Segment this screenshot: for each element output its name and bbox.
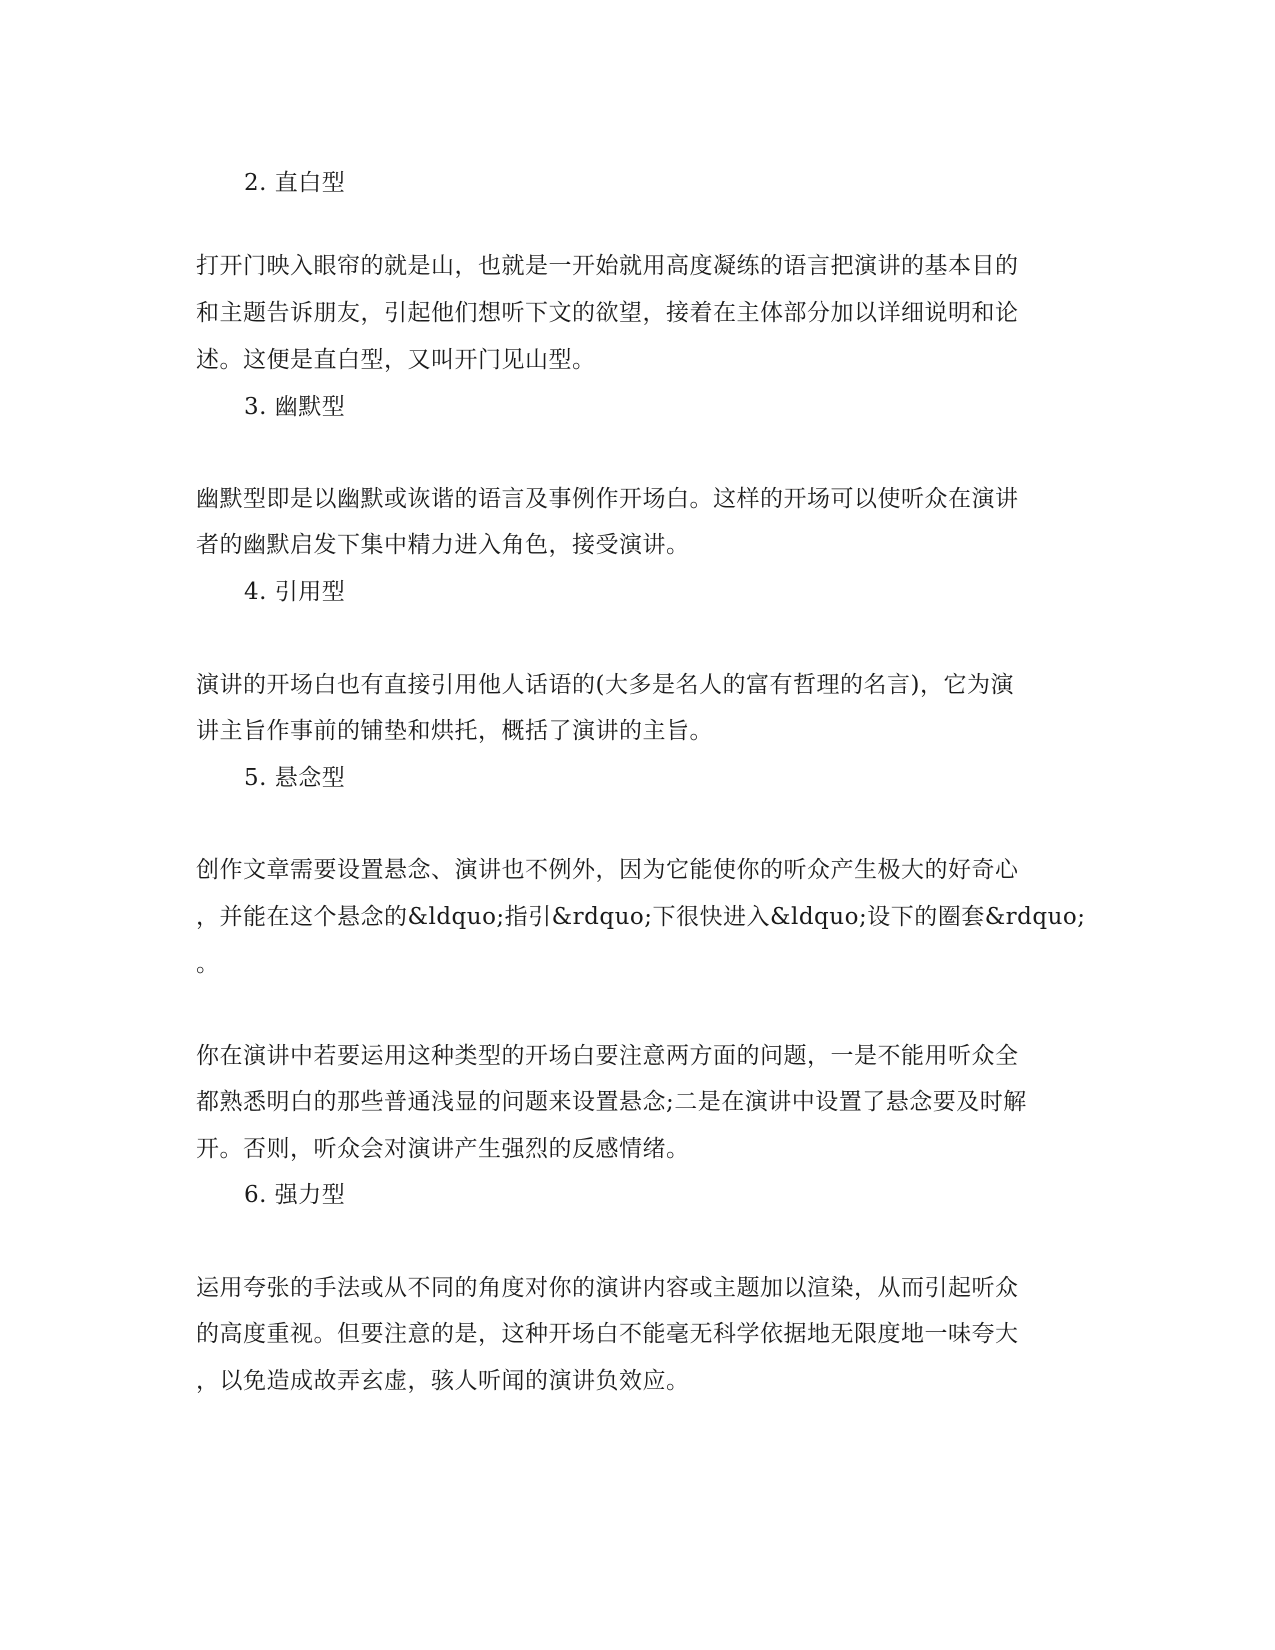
- paragraph-line: 开。否则，听众会对演讲产生强烈的反感情绪。: [196, 1136, 690, 1162]
- paragraph-line: 打开门映入眼帘的就是山，也就是一开始就用高度凝练的语言把演讲的基本目的: [196, 253, 1019, 279]
- paragraph-line: 你在演讲中若要运用这种类型的开场白要注意两方面的问题，一是不能用听众全: [196, 1043, 1019, 1069]
- paragraph-line: 讲主旨作事前的铺垫和烘托，概括了演讲的主旨。: [196, 718, 713, 744]
- section-heading-direct: 2. 直白型: [244, 170, 346, 196]
- paragraph-line: 创作文章需要设置悬念、演讲也不例外，因为它能使你的听众产生极大的好奇心: [196, 857, 1019, 883]
- paragraph-line: 和主题告诉朋友，引起他们想听下文的欲望，接着在主体部分加以详细说明和论: [196, 300, 1019, 326]
- paragraph-line: 述。这便是直白型，又叫开门见山型。: [196, 347, 596, 373]
- paragraph-line: 的高度重视。但要注意的是，这种开场白不能毫无科学依据地无限度地一味夸大: [196, 1321, 1019, 1347]
- section-heading-suspense: 5. 悬念型: [244, 765, 346, 791]
- paragraph-line: 都熟悉明白的那些普通浅显的问题来设置悬念;二是在演讲中设置了悬念要及时解: [196, 1089, 1027, 1115]
- paragraph-line: 演讲的开场白也有直接引用他人话语的(大多是名人的富有哲理的名言)，它为演: [196, 672, 1014, 698]
- section-heading-quote: 4. 引用型: [244, 579, 346, 605]
- paragraph-line: 幽默型即是以幽默或诙谐的语言及事例作开场白。这样的开场可以使听众在演讲: [196, 486, 1019, 512]
- paragraph-line: ，并能在这个悬念的&ldquo;指引&rdquo;下很快进入&ldquo;设下的圈套&rdquo;: [196, 904, 1086, 930]
- paragraph-line: 者的幽默启发下集中精力进入角色，接受演讲。: [196, 532, 690, 558]
- paragraph-line: 。: [196, 951, 220, 977]
- section-heading-humor: 3. 幽默型: [244, 394, 346, 420]
- paragraph-line: 运用夸张的手法或从不同的角度对你的演讲内容或主题加以渲染，从而引起听众: [196, 1275, 1019, 1301]
- paragraph-line: ，以免造成故弄玄虚，骇人听闻的演讲负效应。: [196, 1368, 690, 1394]
- section-heading-power: 6. 强力型: [244, 1182, 346, 1208]
